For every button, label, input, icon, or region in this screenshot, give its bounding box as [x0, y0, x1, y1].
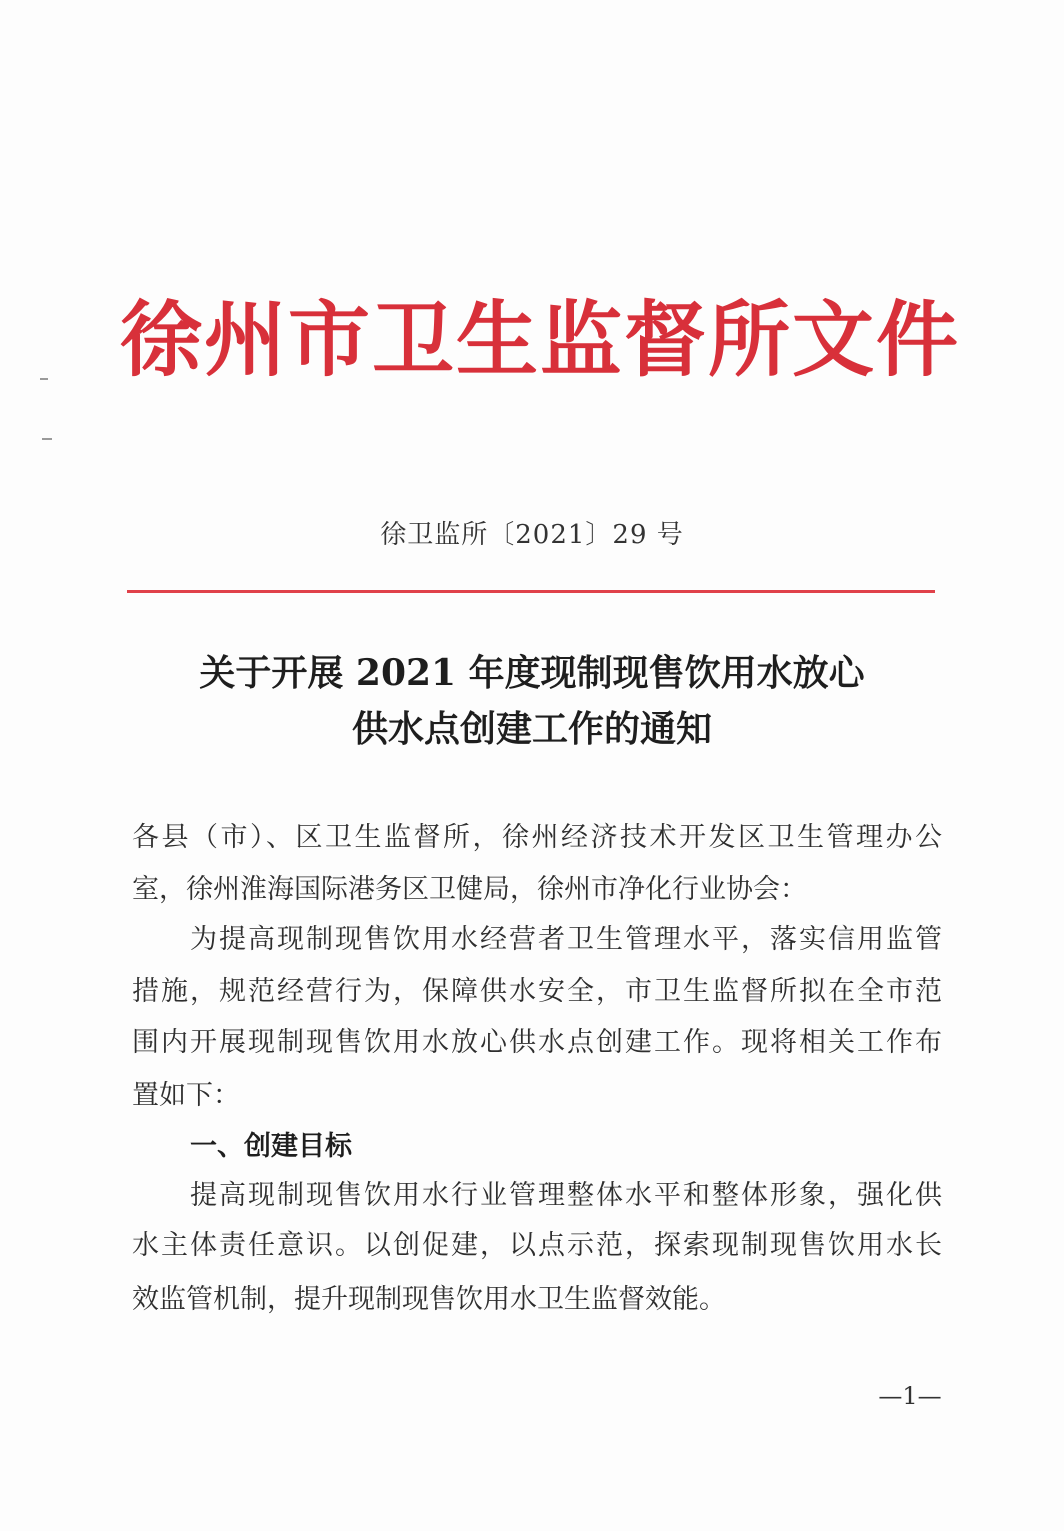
paragraph-1-line-3: 围内开展现制现售饮用水放心供水点创建工作。现将相关工作布 [132, 1027, 942, 1058]
red-divider-rule [127, 590, 935, 593]
addressee-line-1: 各县（市）、区卫生监督所，徐州经济技术开发区卫生管理办公 [132, 822, 942, 853]
scan-speck [42, 438, 52, 440]
issuer-header-title: 徐州市卫生监督所文件 [120, 292, 961, 388]
page-number: —1— [878, 1382, 942, 1410]
paragraph-1-line-4: 置如下： [132, 1080, 240, 1111]
section-1-heading: 一、创建目标 [190, 1131, 352, 1162]
paragraph-2-line-3: 效监管机制，提升现制现售饮用水卫生监督效能。 [132, 1284, 726, 1315]
notice-title-line-1: 关于开展 2021 年度现制现售饮用水放心 [199, 652, 865, 694]
scan-speck [40, 378, 48, 380]
addressee-line-2: 室，徐州淮海国际港务区卫健局，徐州市净化行业协会： [132, 874, 807, 905]
paragraph-1-line-1: 为提高现制现售饮用水经营者卫生管理水平，落实信用监管 [190, 924, 942, 955]
paragraph-2-line-1: 提高现制现售饮用水行业管理整体水平和整体形象，强化供 [190, 1180, 942, 1211]
paragraph-2-line-2: 水主体责任意识。以创促建，以点示范，探索现制现售饮用水长 [132, 1230, 942, 1261]
notice-title-line-2: 供水点创建工作的通知 [351, 708, 712, 750]
document-number: 徐卫监所〔2021〕29 号 [380, 520, 684, 550]
paragraph-1-line-2: 措施，规范经营行为，保障供水安全，市卫生监督所拟在全市范 [132, 976, 942, 1007]
